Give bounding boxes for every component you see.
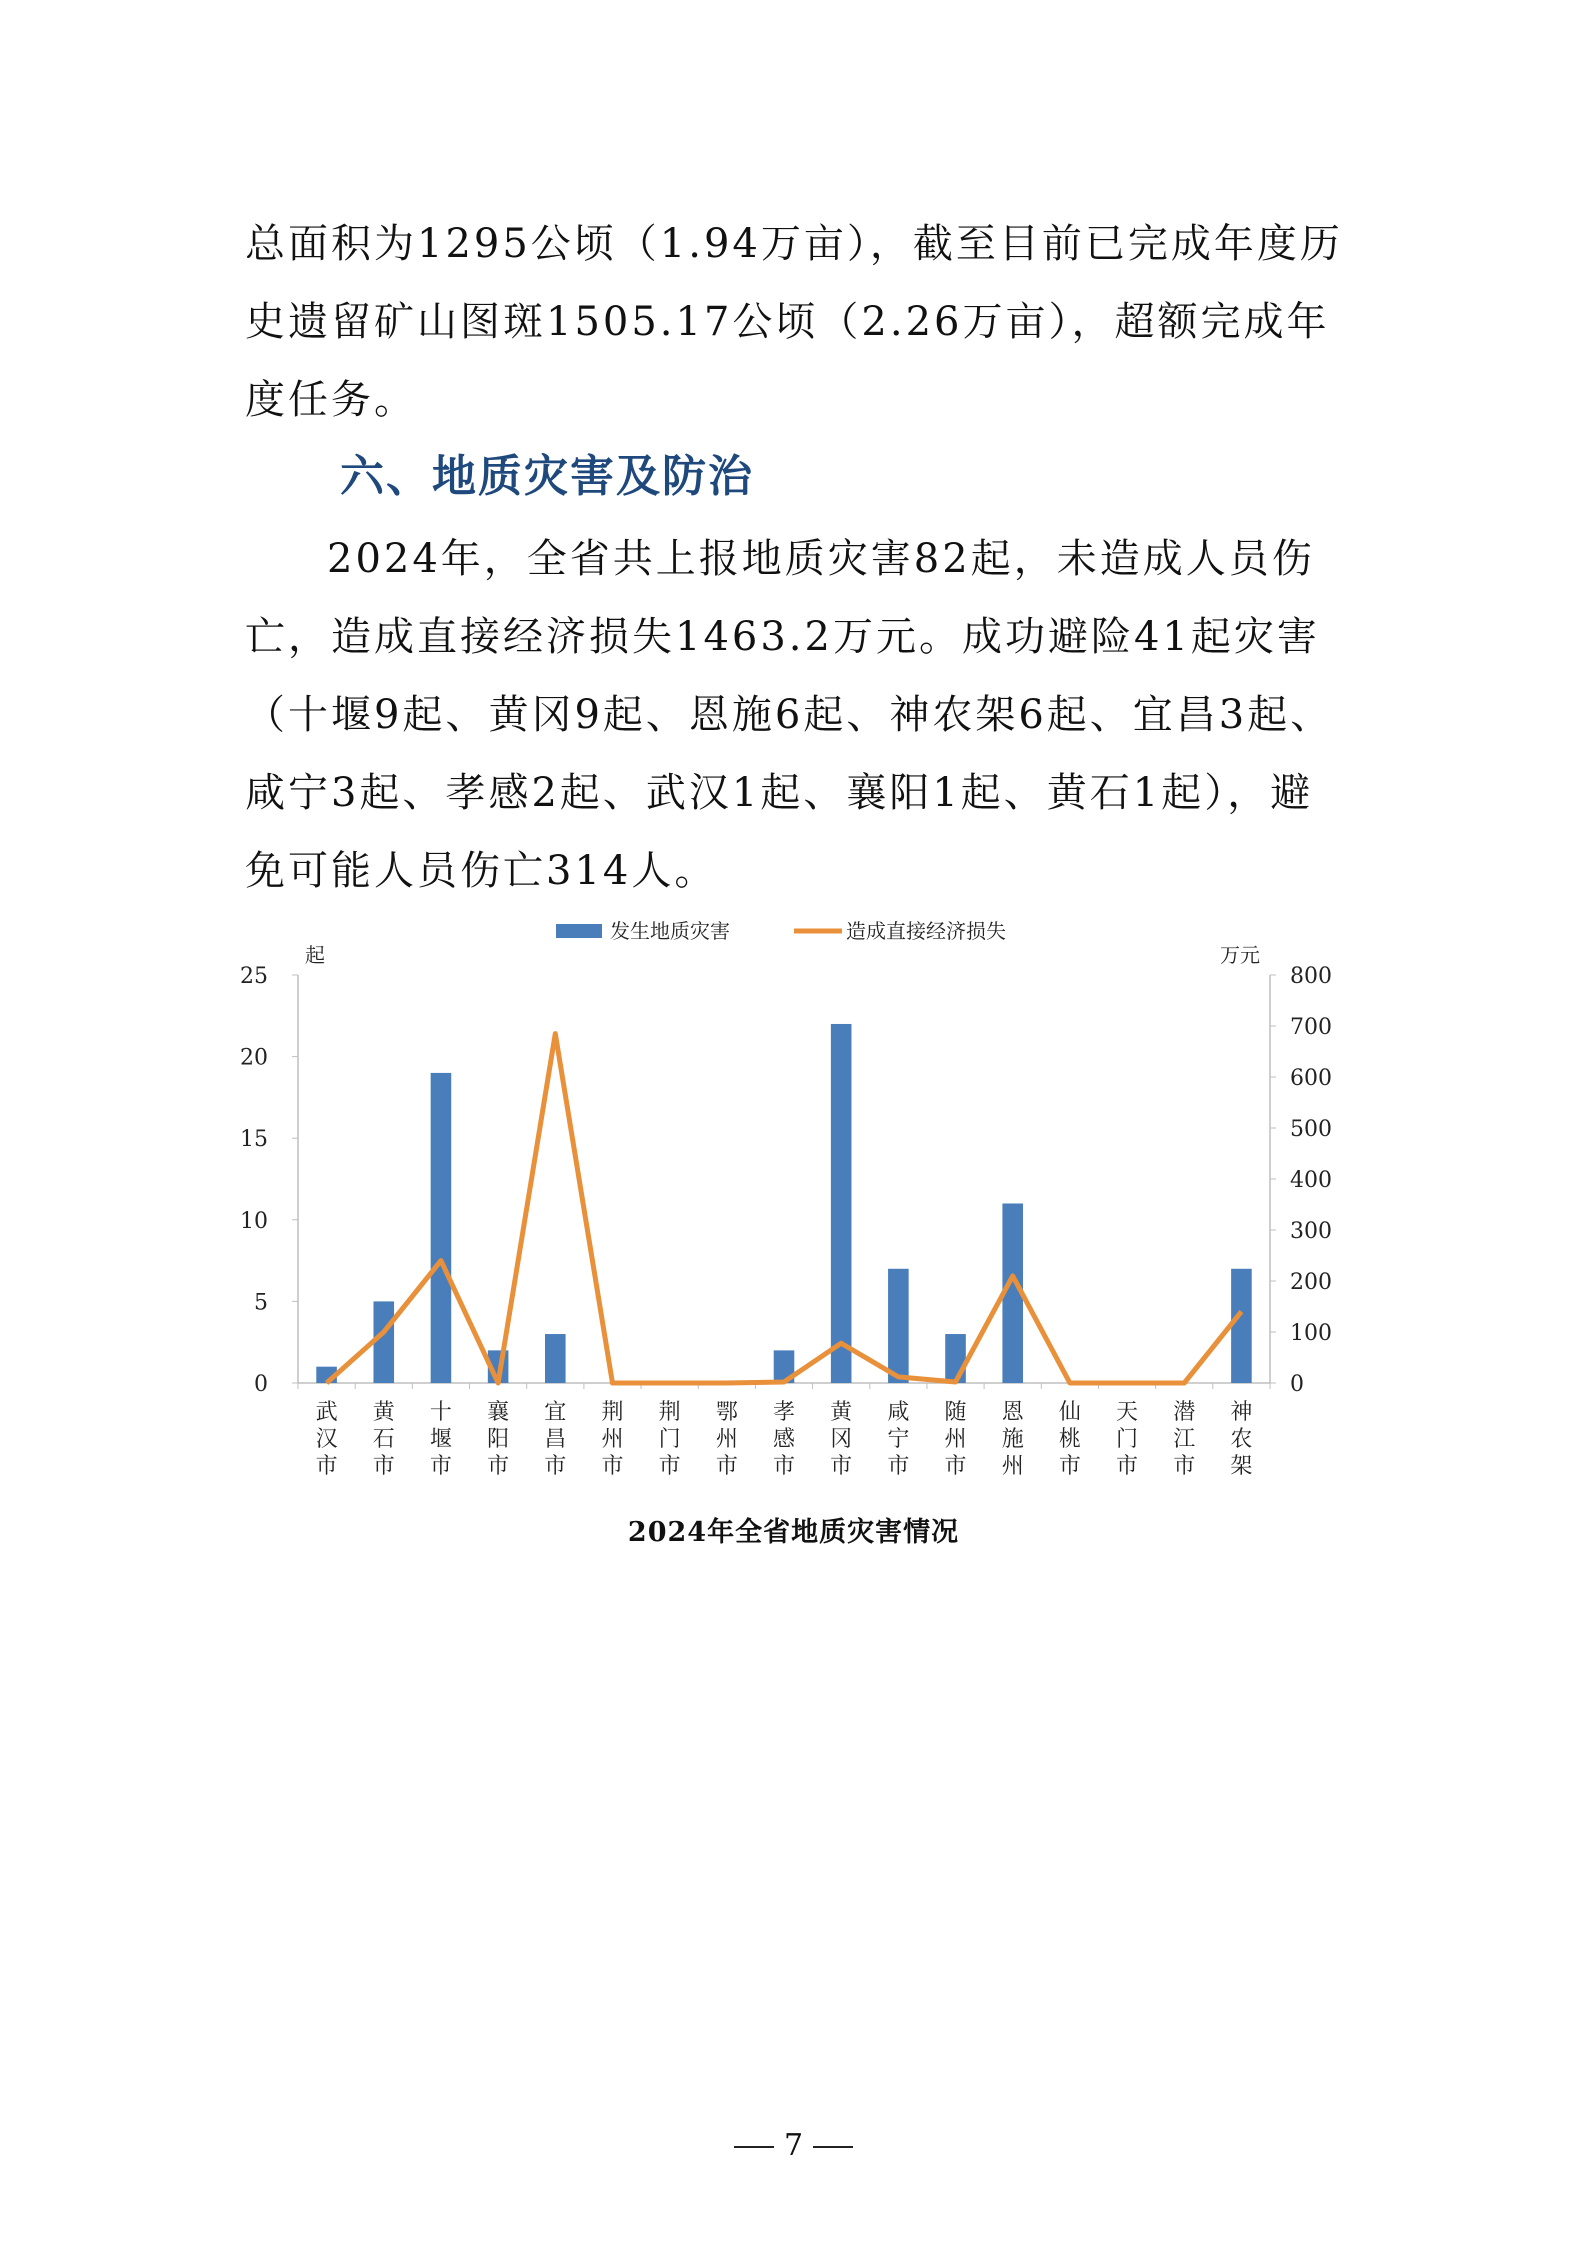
category-label: 堰 [429, 1427, 452, 1452]
category-label: 鄂 [715, 1400, 738, 1425]
category-label: 仙 [1058, 1400, 1081, 1425]
category-label: 襄 [487, 1400, 510, 1425]
left-tick-label: 20 [240, 1045, 268, 1071]
left-tick-label: 0 [254, 1372, 268, 1397]
category-label: 咸 [887, 1400, 910, 1425]
bar [945, 1334, 966, 1383]
page-number [0, 2128, 1587, 2163]
category-label: 十 [429, 1400, 452, 1425]
right-tick-label: 500 [1290, 1117, 1332, 1142]
paragraph-geohazard-summary: 2024年，全省共上报地质灾害82起，未造成人员伤亡，造成直接经济损失1463.2万元。成功避险41起灾害（十堰9起、黄冈9起、恩施6起、神农架6起、宜昌3起、咸宁3起、孝感2起、武汉1起、襄阳1起、黄石1起），避免可能人员伤亡314人。 [245, 536, 1334, 894]
category-label: 施 [1001, 1427, 1024, 1452]
category-label: 随 [944, 1400, 967, 1425]
category-label: 市 [1058, 1454, 1081, 1479]
category-label: 昌 [544, 1427, 567, 1452]
category-label: 潜 [1173, 1400, 1196, 1425]
right-tick-label: 700 [1290, 1015, 1332, 1040]
legend-line-label: 造成直接经济损失 [846, 919, 1006, 943]
chart-caption: 2024年全省地质灾害情况 [627, 1517, 960, 1548]
bar [1231, 1269, 1252, 1383]
category-label: 市 [429, 1454, 452, 1479]
right-tick-label: 300 [1290, 1219, 1332, 1244]
category-label: 市 [772, 1454, 796, 1479]
category-label: 孝 [772, 1400, 796, 1425]
right-tick-label: 800 [1290, 964, 1332, 989]
category-label: 江 [1173, 1427, 1196, 1452]
right-tick-label: 600 [1290, 1066, 1332, 1091]
category-label: 阳 [487, 1427, 510, 1452]
left-tick-label: 5 [254, 1290, 268, 1316]
left-tick-label: 10 [240, 1208, 268, 1234]
category-label: 桃 [1058, 1427, 1081, 1452]
category-label: 市 [487, 1454, 510, 1479]
bar [888, 1269, 909, 1383]
category-label: 州 [944, 1427, 967, 1452]
category-label: 市 [1173, 1454, 1196, 1479]
category-label: 门 [658, 1427, 681, 1452]
category-label: 州 [1001, 1454, 1024, 1479]
right-tick-label: 0 [1290, 1372, 1304, 1397]
category-label: 市 [315, 1454, 338, 1479]
legend-bar-swatch [556, 924, 602, 938]
bar [431, 1073, 452, 1383]
bar [831, 1024, 852, 1383]
left-tick-label: 15 [240, 1127, 268, 1153]
category-label: 石 [372, 1427, 395, 1452]
category-label: 武 [315, 1400, 338, 1425]
right-tick-label: 400 [1290, 1168, 1332, 1193]
category-label: 市 [830, 1454, 853, 1479]
category-label: 汉 [315, 1427, 338, 1452]
category-label: 黄 [372, 1400, 395, 1425]
category-label: 感 [772, 1427, 796, 1452]
right-tick-label: 200 [1290, 1270, 1332, 1295]
bar [373, 1301, 394, 1383]
bar [545, 1334, 566, 1383]
category-label: 市 [1116, 1454, 1139, 1479]
category-label: 架 [1230, 1454, 1253, 1479]
category-label: 市 [601, 1454, 624, 1479]
right-axis-unit: 万元 [1220, 943, 1260, 967]
category-label: 州 [715, 1427, 738, 1452]
category-label: 恩 [1001, 1400, 1024, 1425]
paragraph-mining-restoration: 总面积为1295公顷（1.94万亩），截至目前已完成年度历史遗留矿山图斑1505.17公顷（2.26万亩），超额完成年度任务。 [245, 221, 1343, 423]
category-label: 荆 [601, 1400, 624, 1425]
page-number-value: 7 [783, 2128, 804, 2163]
category-label: 农 [1230, 1427, 1253, 1452]
category-label: 市 [658, 1454, 681, 1479]
right-tick-label: 100 [1290, 1321, 1332, 1346]
category-label: 冈 [830, 1427, 853, 1452]
category-label: 宜 [544, 1400, 567, 1425]
category-label: 荆 [658, 1400, 681, 1425]
category-label: 门 [1116, 1427, 1139, 1452]
geohazard-chart [230, 890, 1360, 1500]
category-label: 市 [715, 1454, 738, 1479]
left-tick-label: 25 [240, 964, 268, 989]
section-heading: 六、地质灾害及防治 [340, 451, 754, 502]
loss-line [327, 1034, 1242, 1383]
category-label: 宁 [887, 1427, 910, 1452]
legend-bar-label: 发生地质灾害 [610, 919, 730, 943]
category-label: 市 [372, 1454, 395, 1479]
category-label: 州 [601, 1427, 624, 1452]
category-label: 神 [1230, 1400, 1253, 1425]
category-label: 黄 [830, 1400, 853, 1425]
category-label: 市 [944, 1454, 967, 1479]
category-label: 天 [1116, 1400, 1139, 1425]
category-label: 市 [544, 1454, 567, 1479]
left-axis-unit: 起 [305, 943, 325, 967]
category-label: 市 [887, 1454, 910, 1479]
